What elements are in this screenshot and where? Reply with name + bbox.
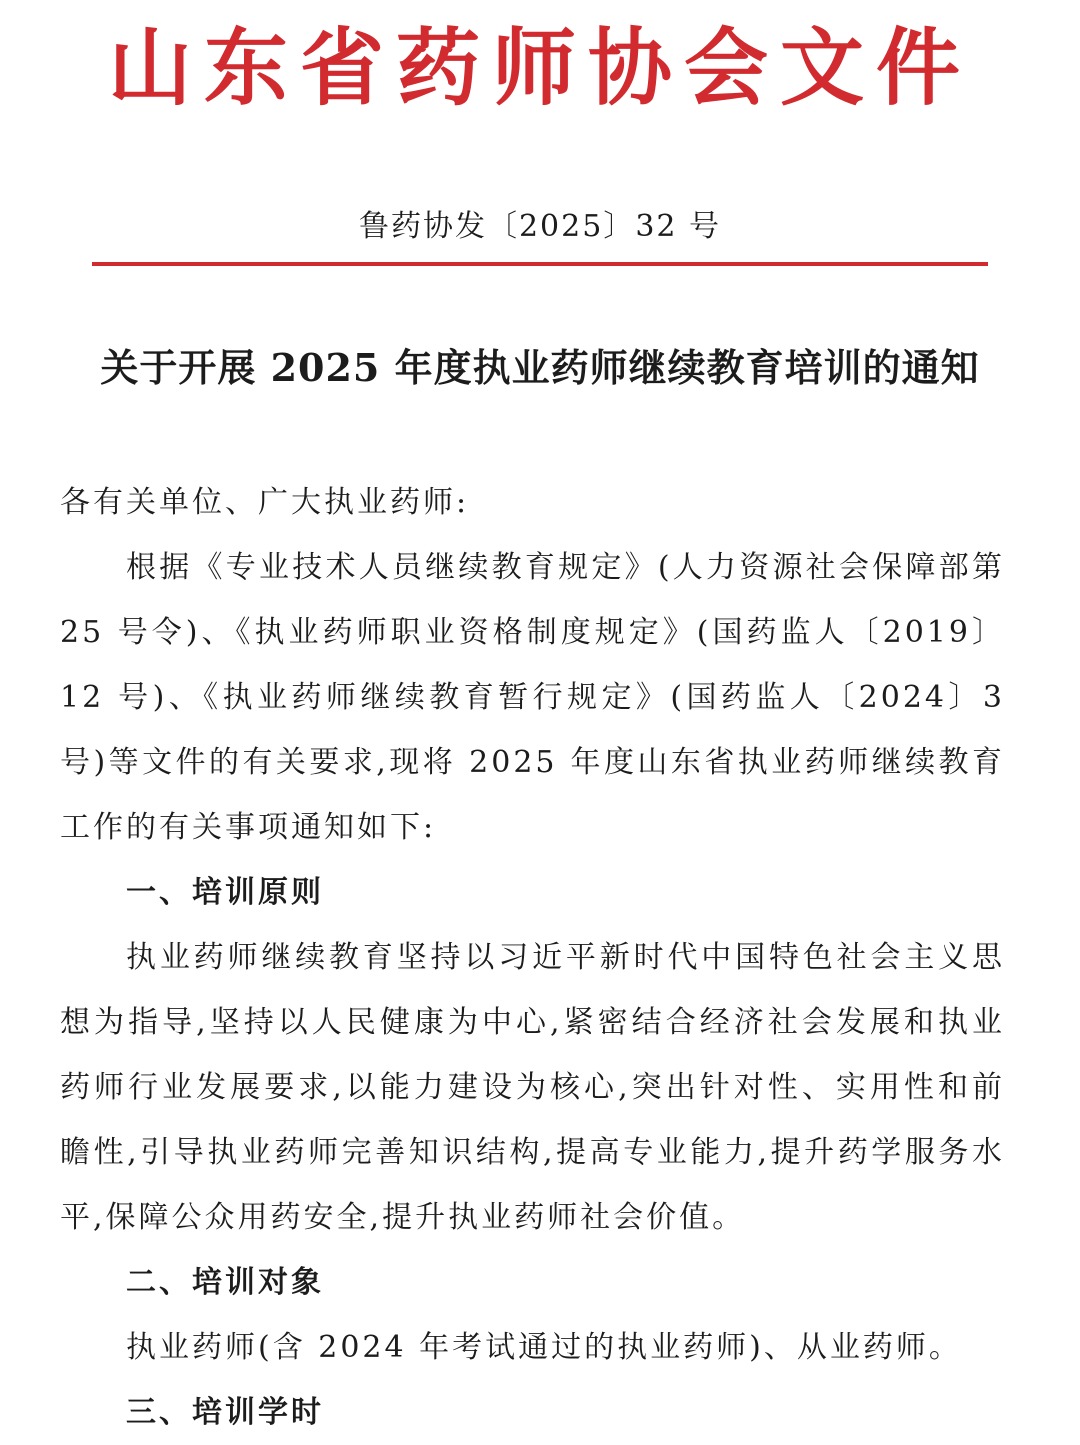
org-header-title: 山东省药师协会文件: [107, 19, 972, 117]
intro-paragraph: 根据《专业技术人员继续教育规定》(人力资源社会保障部第 25 号令)、《执业药师职业资格制度规定》(国药监人〔2019〕12 号)、《执业药师继续教育暂行规定》(国药监人〔2024〕3 号)等文件的有关要求,现将 2025 年度山东省执业药师继续教育工作的有关事项通知如下:: [60, 550, 1005, 845]
red-divider-line: [92, 262, 988, 266]
document-number: 鲁药协发〔2025〕32 号: [358, 209, 722, 244]
section-heading-targets: 二、培训对象: [126, 1265, 324, 1300]
section-text-principles: 执业药师继续教育坚持以习近平新时代中国特色社会主义思想为指导,坚持以人民健康为中心,紧密结合经济社会发展和执业药师行业发展要求,以能力建设为核心,突出针对性、实用性和前瞻性,引导执业药师完善知识结构,提高专业能力,提升药学服务水平,保障公众用药安全,提升执业药师社会价值。: [60, 940, 1005, 1235]
notice-title: 关于开展 2025 年度执业药师继续教育培训的通知: [100, 345, 980, 390]
section-text-targets: 执业药师(含 2024 年考试通过的执业药师)、从业药师。: [126, 1330, 962, 1365]
section-heading-hours: 三、培训学时: [126, 1395, 324, 1430]
salutation: 各有关单位、广大执业药师:: [60, 485, 470, 520]
section-heading-principles: 一、培训原则: [126, 875, 324, 910]
